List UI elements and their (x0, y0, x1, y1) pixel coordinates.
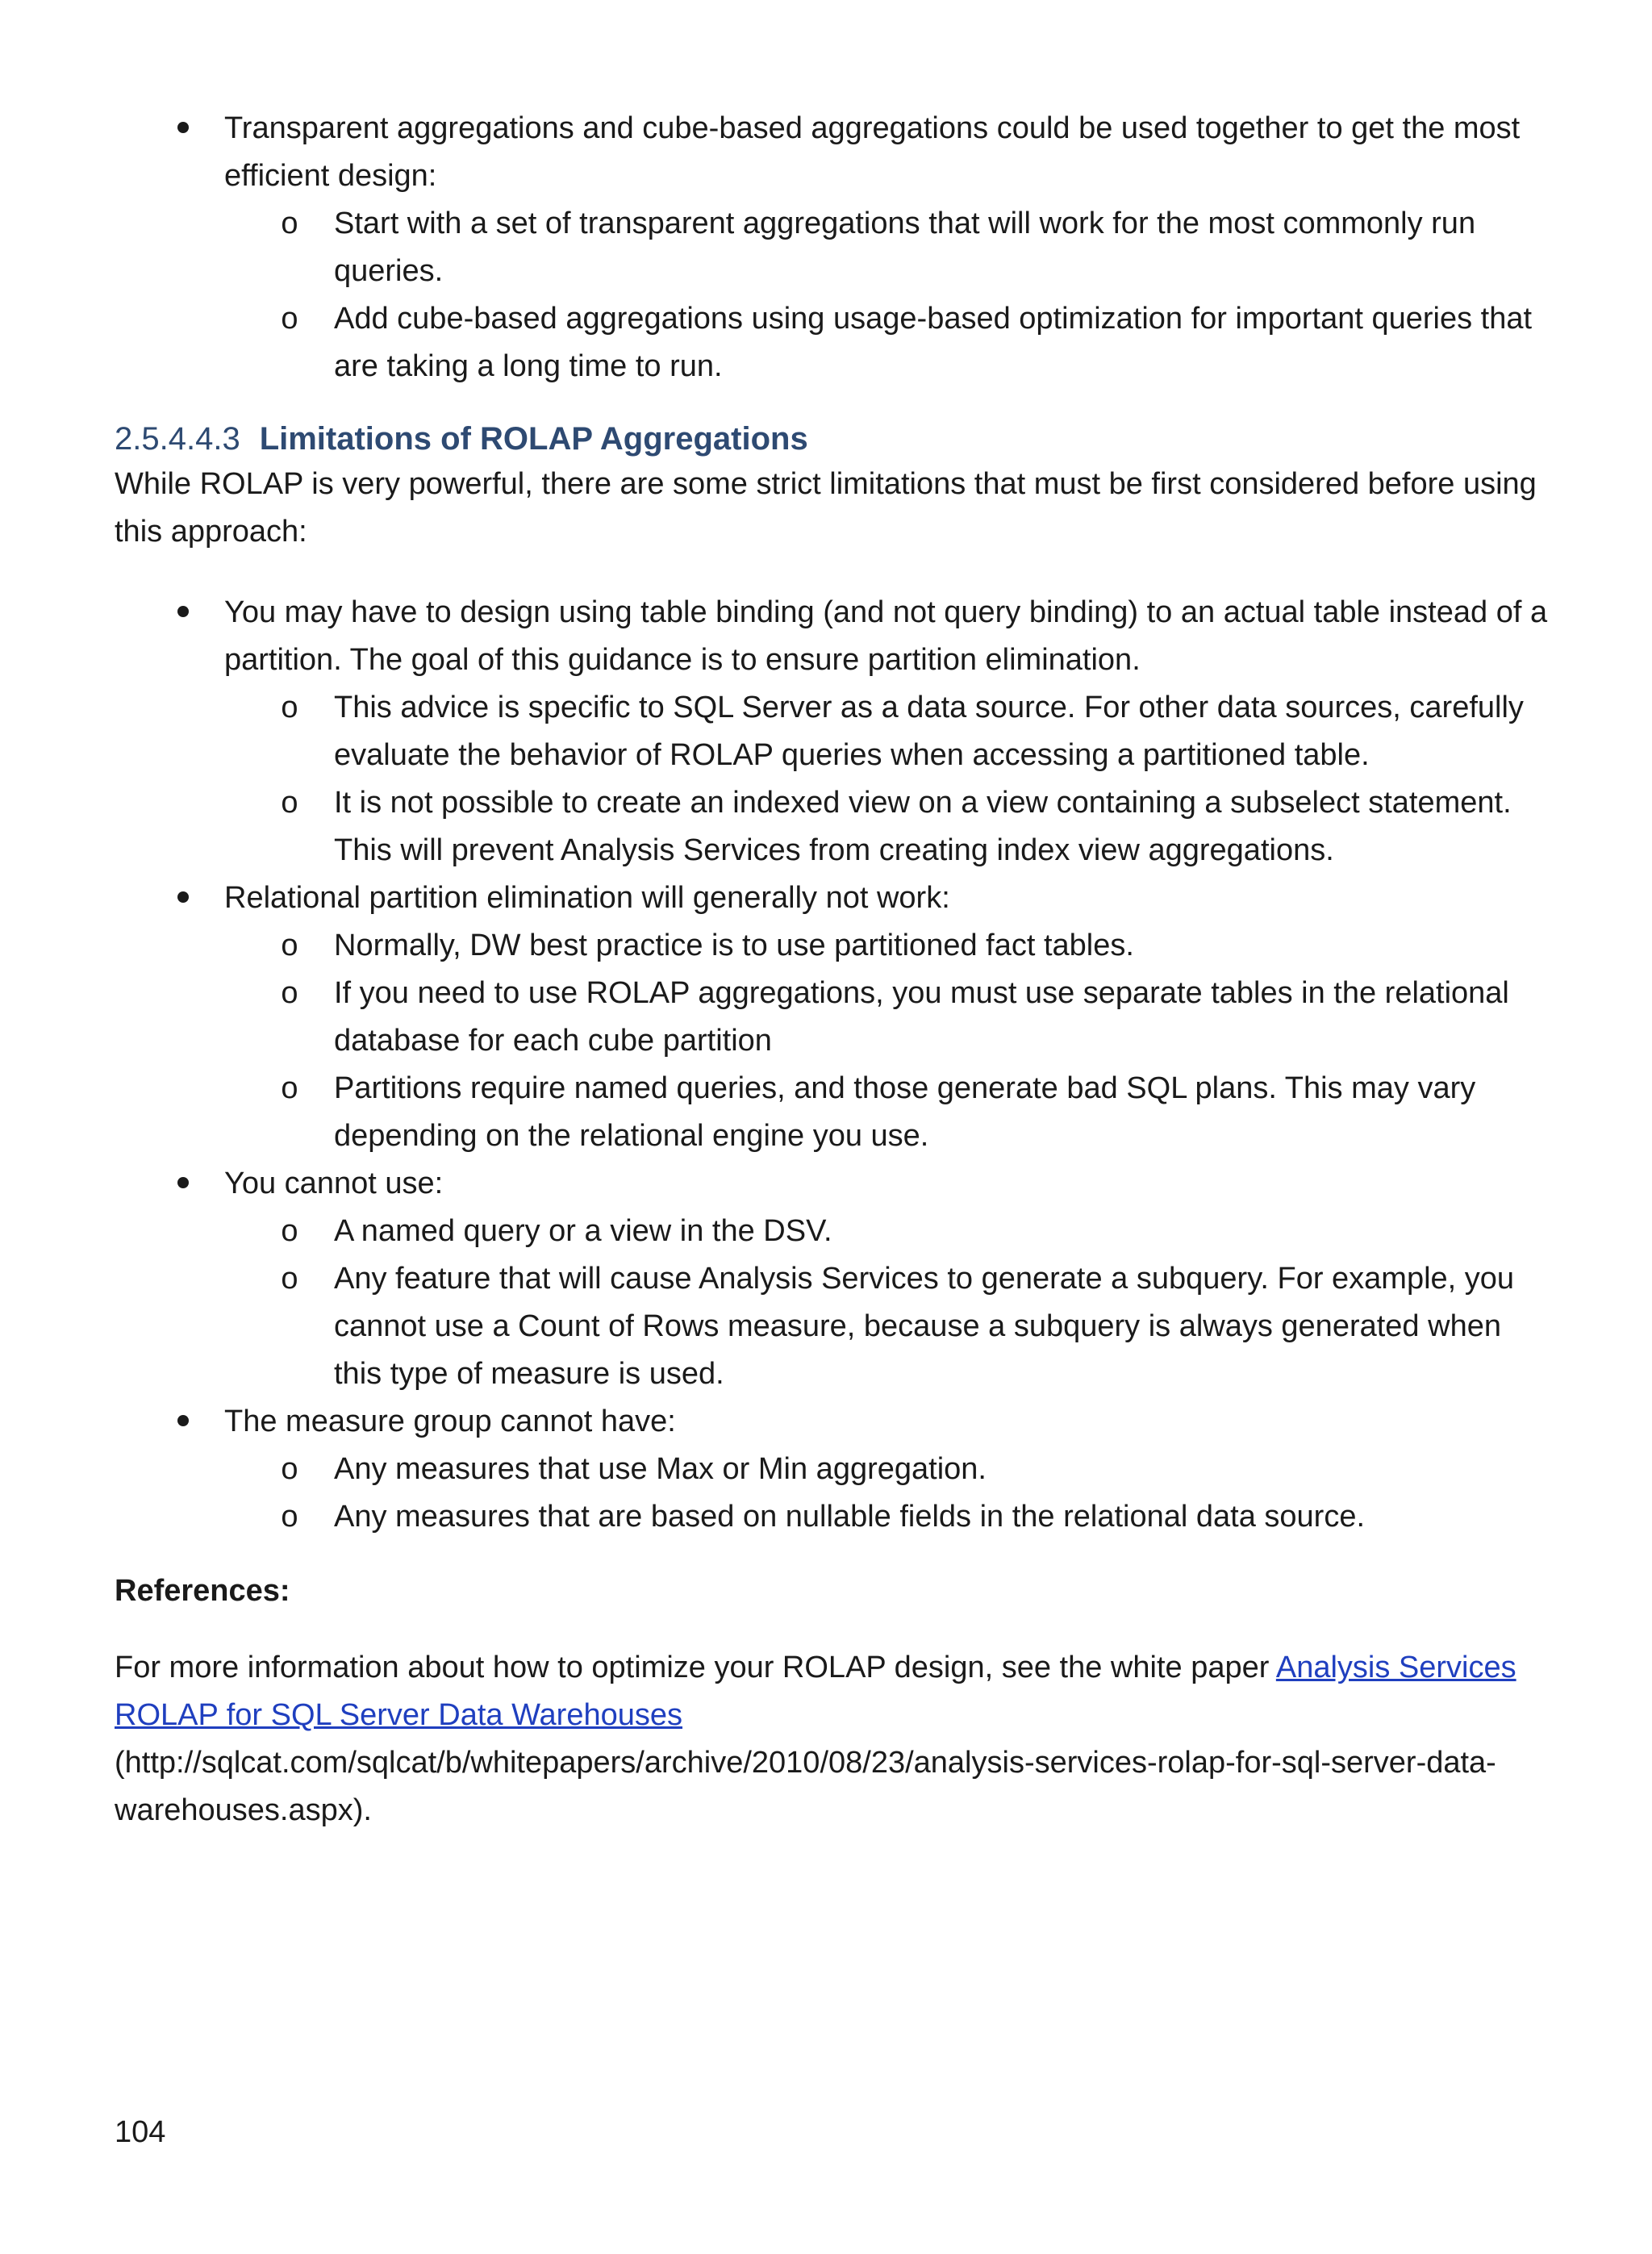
bullet-icon (171, 105, 195, 152)
limitation-item (115, 589, 1550, 874)
sub-list (224, 200, 1550, 390)
sub-item-text: Any measures that use Max or Min aggregation. (334, 1452, 987, 1486)
bullet-icon (171, 1398, 195, 1446)
limitation-item (115, 874, 1550, 1160)
sub-bullet-icon: o (281, 1262, 298, 1296)
sub-bullet-icon: o (281, 1500, 298, 1534)
sub-item (115, 1208, 1550, 1255)
sub-list (224, 684, 1550, 874)
sub-bullet-icon: o (281, 929, 298, 962)
bullet-text: The measure group cannot have: (224, 1405, 676, 1438)
sub-bullet-icon: o (281, 976, 298, 1010)
bullet-text: You may have to design using table binding (and not query binding) to an actual table instead of a partition. The goal of this guidance is to ensure partition elimination. (224, 595, 1548, 677)
bullet-text: You cannot use: (224, 1167, 444, 1200)
section-intro-text: While ROLAP is very powerful, there are some strict limitations that must be first considered before using this approach: (115, 467, 1537, 549)
sub-item (115, 200, 1550, 295)
bullet-text: Transparent aggregations and cube-based aggregations could be used together to get the most efficient design: (224, 111, 1521, 193)
sub-item-text: It is not possible to create an indexed view on a view containing a subselect statement. This will prevent Analysis Services from creating index view aggregations. (334, 786, 1512, 867)
intro-bullet-list (115, 105, 1550, 390)
sub-list (224, 922, 1550, 1160)
intro-list-block (115, 105, 1550, 390)
sub-item (115, 922, 1550, 970)
references-url: (http://sqlcat.com/sqlcat/b/whitepapers/archive/2010/08/23/analysis-services-rolap-for-sql-server-data-warehouses.aspx). (115, 1746, 1496, 1827)
sub-item-text: Any feature that will cause Analysis Services to generate a subquery. For example, you cannot use a Count of Rows measure, because a subquery is always generated when this type of measure is used. (334, 1262, 1515, 1391)
sub-bullet-icon: o (281, 1452, 298, 1486)
bullet-icon (171, 589, 195, 637)
sub-item-text: Partitions require named queries, and those generate bad SQL plans. This may vary depending on the relational engine you use. (334, 1071, 1476, 1153)
sub-bullet-icon: o (281, 1071, 298, 1105)
sub-item-text: Start with a set of transparent aggregations that will work for the most commonly run queries. (334, 207, 1476, 288)
sub-item (115, 779, 1550, 874)
sub-item-text: If you need to use ROLAP aggregations, you must use separate tables in the relational database for each cube partition (334, 976, 1509, 1058)
sub-bullet-icon: o (281, 302, 298, 336)
sub-item (115, 1065, 1550, 1160)
sub-item (115, 684, 1550, 779)
sub-item-text: A named query or a view in the DSV. (334, 1214, 832, 1248)
sub-bullet-icon: o (281, 207, 298, 240)
references-heading: References: (115, 1574, 290, 1608)
sub-item-text: Any measures that are based on nullable fields in the relational data source. (334, 1500, 1366, 1534)
sub-item (115, 1446, 1550, 1493)
page-number: 104 (115, 2115, 166, 2149)
bullet-item (115, 105, 1550, 390)
section-title: Limitations of ROLAP Aggregations (259, 421, 808, 457)
sub-item (115, 295, 1550, 390)
limitations-block (115, 589, 1550, 1541)
references-paragraph (115, 1644, 1550, 1835)
sub-item-text: This advice is specific to SQL Server as a data source. For other data sources, carefully evaluate the behavior of ROLAP queries when accessing a partitioned table. (334, 691, 1524, 772)
sub-item-text: Add cube-based aggregations using usage-based optimization for important queries that are taking a long time to run. (334, 302, 1533, 383)
sub-list (224, 1208, 1550, 1398)
sub-bullet-icon: o (281, 1214, 298, 1248)
sub-item (115, 970, 1550, 1065)
bullet-text: Relational partition elimination will generally not work: (224, 881, 950, 915)
section-intro (115, 461, 1550, 556)
section-heading (115, 419, 808, 459)
sub-item (115, 1255, 1550, 1398)
references-text: For more information about how to optimize your ROLAP design, see the white paper (115, 1651, 1276, 1684)
limitations-list (115, 589, 1550, 1541)
sub-list (224, 1446, 1550, 1541)
sub-item-text: Normally, DW best practice is to use partitioned fact tables. (334, 929, 1134, 962)
sub-item (115, 1493, 1550, 1541)
limitation-item (115, 1160, 1550, 1398)
bullet-icon (171, 874, 195, 922)
section-number: 2.5.4.4.3 (115, 421, 240, 457)
sub-bullet-icon: o (281, 786, 298, 820)
bullet-icon (171, 1160, 195, 1208)
limitation-item (115, 1398, 1550, 1541)
sub-bullet-icon: o (281, 691, 298, 724)
white-paper-link[interactable]: Analysis Services ROLAP for SQL Server Data Warehouses (115, 1651, 1516, 1732)
